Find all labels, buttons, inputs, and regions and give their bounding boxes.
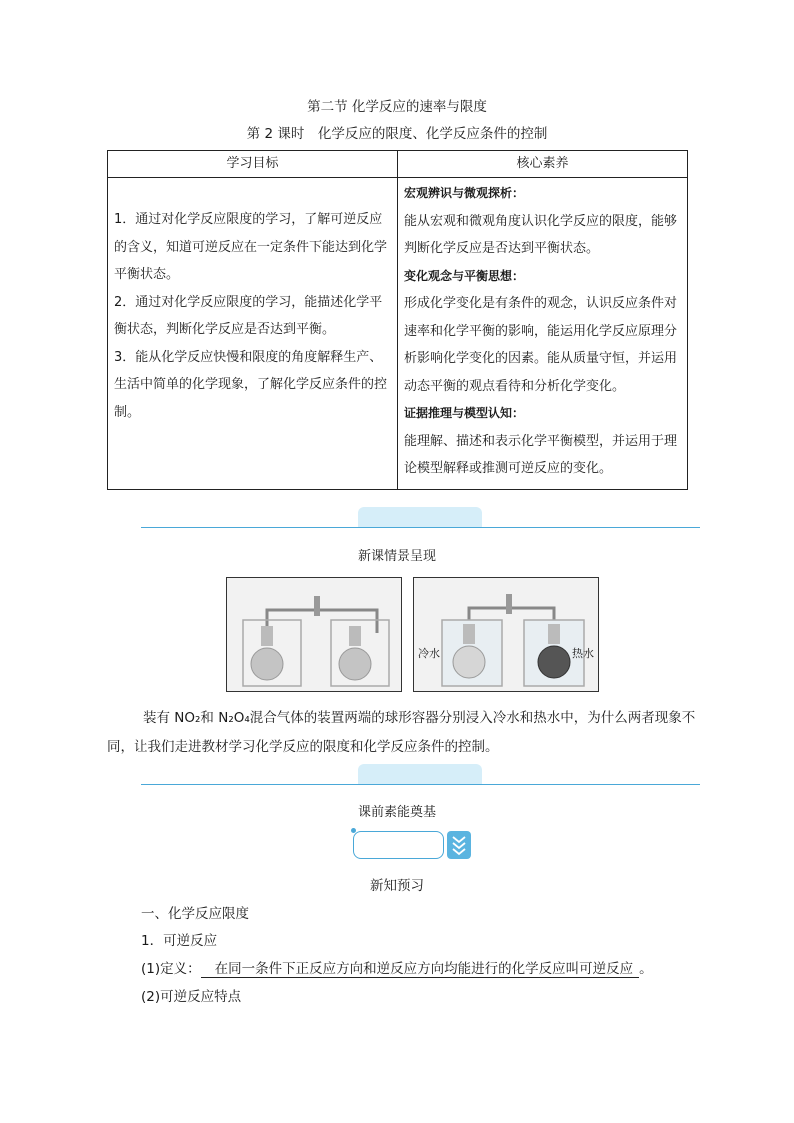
goals-cell bbox=[108, 178, 398, 490]
section-heading: 课前素能奠基 bbox=[357, 805, 436, 820]
literacy-text: 能从宏观和微观角度认识化学反应的限度，能够判断化学反应是否达到平衡状态。 bbox=[404, 213, 678, 256]
chevron-down-icon bbox=[447, 831, 471, 859]
definition-label: (1)定义： bbox=[141, 961, 201, 977]
section-tab bbox=[358, 507, 482, 527]
heading-reaction-limit: 一、化学反应限度 bbox=[141, 906, 249, 922]
section-tab bbox=[358, 764, 482, 784]
section-divider bbox=[141, 527, 700, 528]
hot-water-label: 热水 bbox=[572, 647, 594, 660]
definition-answer: 在同一条件下正反应方向和逆反应方向均能进行的化学反应叫可逆反应 bbox=[201, 961, 640, 978]
apparatus-photo-left bbox=[226, 577, 402, 692]
literacy-text: 能理解、描述和表示化学平衡模型，并运用于理论模型解释或推测可逆反应的变化。 bbox=[404, 433, 678, 476]
feature-heading: (2)可逆反应特点 bbox=[141, 989, 242, 1005]
section-title: 第二节 化学反应的速率与限度 bbox=[307, 99, 487, 115]
lesson-title: 第 2 课时 化学反应的限度、化学反应条件的控制 bbox=[246, 126, 548, 142]
cold-water-label: 冷水 bbox=[418, 647, 440, 660]
literacy-cell bbox=[398, 178, 688, 490]
scenario-paragraph: 装有 NO₂和 N₂O₄混合气体的装置两端的球形容器分别浸入冷水和热水中，为什么两者现象不同，让我们走进教材学习化学反应的限度和化学反应条件的控制。 bbox=[107, 710, 696, 755]
literacy-heading: 证据推理与模型认知： bbox=[404, 406, 525, 420]
goals-table bbox=[107, 150, 688, 490]
section-divider bbox=[141, 784, 700, 785]
heading-reversible: 1．可逆反应 bbox=[141, 933, 218, 949]
goal-item: 1．通过对化学反应限度的学习，了解可逆反应的含义，知道可逆反应在一定条件下能达到化学平衡状态。 bbox=[114, 212, 388, 282]
literacy-header: 核心素养 bbox=[398, 151, 688, 178]
apparatus-photo-right bbox=[413, 577, 599, 692]
literacy-heading: 宏观辨识与微观探析： bbox=[404, 186, 525, 200]
section-heading: 新课情景呈现 bbox=[357, 549, 436, 564]
definition-end: 。 bbox=[639, 961, 653, 977]
badge-frame bbox=[353, 831, 444, 859]
literacy-text: 形成化学变化是有条件的观念，认识反应条件对速率和化学平衡的影响，能运用化学反应原理分析影响化学变化的因素。能从质量守恒，并运用动态平衡的观点看待和分析化学变化。 bbox=[404, 296, 678, 394]
literacy-heading: 变化观念与平衡思想： bbox=[404, 268, 525, 283]
definition-line bbox=[141, 957, 653, 977]
goal-item: 2．通过对化学反应限度的学习，能描述化学平衡状态，判断化学反应是否达到平衡。 bbox=[114, 294, 383, 337]
goal-item: 3．能从化学反应快慢和限度的角度解释生产、生活中简单的化学现象，了解化学反应条件的控制。 bbox=[114, 349, 388, 420]
preview-subtitle: 新知预习 bbox=[370, 878, 424, 894]
goals-header: 学习目标 bbox=[108, 151, 398, 178]
